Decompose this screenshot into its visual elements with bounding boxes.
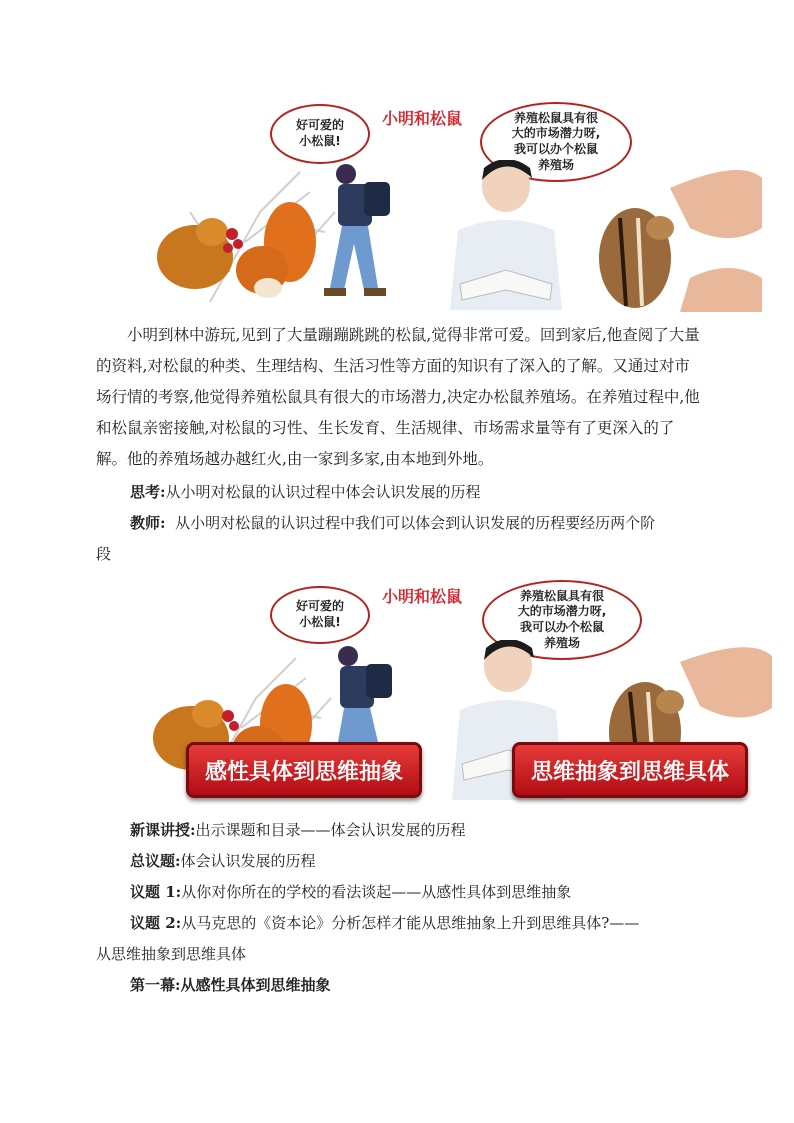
speech-bubble-right: 养殖松鼠具有很 大的市场潜力呀, 我可以办个松鼠 养殖场: [480, 102, 632, 182]
teacher-label: 教师:: [130, 514, 166, 532]
think-line: [96, 477, 734, 507]
think-text: 从小明对松鼠的认识过程中体会认识发展的历程: [165, 483, 481, 501]
speech-bubble-right: 养殖松鼠具有很 大的市场潜力呀, 我可以办个松鼠 养殖场: [482, 580, 642, 660]
topic2-line: [96, 908, 734, 938]
teacher-line-cont: 段: [96, 545, 112, 563]
squirrels-illustration: [150, 152, 340, 312]
act1-label: 第一幕:从感性具体到思维抽象: [130, 976, 331, 994]
topic2-line-cont: 从思维抽象到思维具体: [96, 945, 247, 963]
main-topic-line: [96, 846, 734, 876]
new-lesson-line: [96, 815, 734, 845]
figure-title: 小明和松鼠: [382, 109, 463, 128]
banner-abstract-to-concrete: 思维抽象到思维具体: [512, 742, 748, 798]
think-label: 思考:: [130, 483, 166, 501]
boy-reading-illustration: [420, 160, 590, 312]
story-paragraph: 小明到林中游玩,见到了大量蹦蹦跳跳的松鼠,觉得非常可爱。回到家后,他查阅了大量的资料,对松鼠的种类、生理结构、生活习性等方面的知识有了深入的了解。又通过对市场行情的考察,他觉得养殖松鼠具有很大的市场潜力,决定办松鼠养殖场。在养殖过程中,他和松鼠亲密接触,对松鼠的习性、生长发育、生活规律、市场需求量等有了更深入的了解。他的养殖场越办越红火,由一家到多家,由本地到外地。: [96, 326, 700, 468]
topic2-label: 议题 2:: [130, 914, 182, 932]
new-lesson-text: 出示课题和目录——体会认识发展的历程: [195, 821, 466, 839]
chipmunk-hand-photo: [600, 632, 772, 752]
chipmunk-hand-photo: [590, 148, 762, 312]
hiker-illustration: [320, 160, 410, 310]
banner-perceptual-to-abstract: 感性具体到思维抽象: [186, 742, 422, 798]
teacher-text: 从小明对松鼠的认识过程中我们可以体会到认识发展的历程要经历两个阶: [165, 514, 656, 532]
topic2-text: 从马克思的《资本论》分析怎样才能从思维抽象上升到思维具体?——: [181, 914, 640, 932]
speech-bubble-left: 好可爱的 小松鼠!: [270, 586, 370, 644]
act1-line: [96, 970, 734, 1000]
teacher-line: [96, 508, 734, 538]
figure-title: 小明和松鼠: [382, 587, 463, 606]
speech-bubble-left: 好可爱的 小松鼠!: [270, 104, 370, 164]
main-topic-label: 总议题:: [130, 852, 181, 870]
figure-xiaoming-squirrel-1: [150, 100, 762, 314]
topic1-text: 从你对你所在的学校的看法谈起——从感性具体到思维抽象: [181, 883, 572, 901]
topic1-line: [96, 877, 734, 907]
main-topic-text: 体会认识发展的历程: [180, 852, 316, 870]
new-lesson-label: 新课讲授:: [130, 821, 196, 839]
figure-xiaoming-squirrel-2: [146, 578, 772, 810]
topic1-label: 议题 1:: [130, 883, 182, 901]
hiker-illustration: [322, 642, 412, 742]
